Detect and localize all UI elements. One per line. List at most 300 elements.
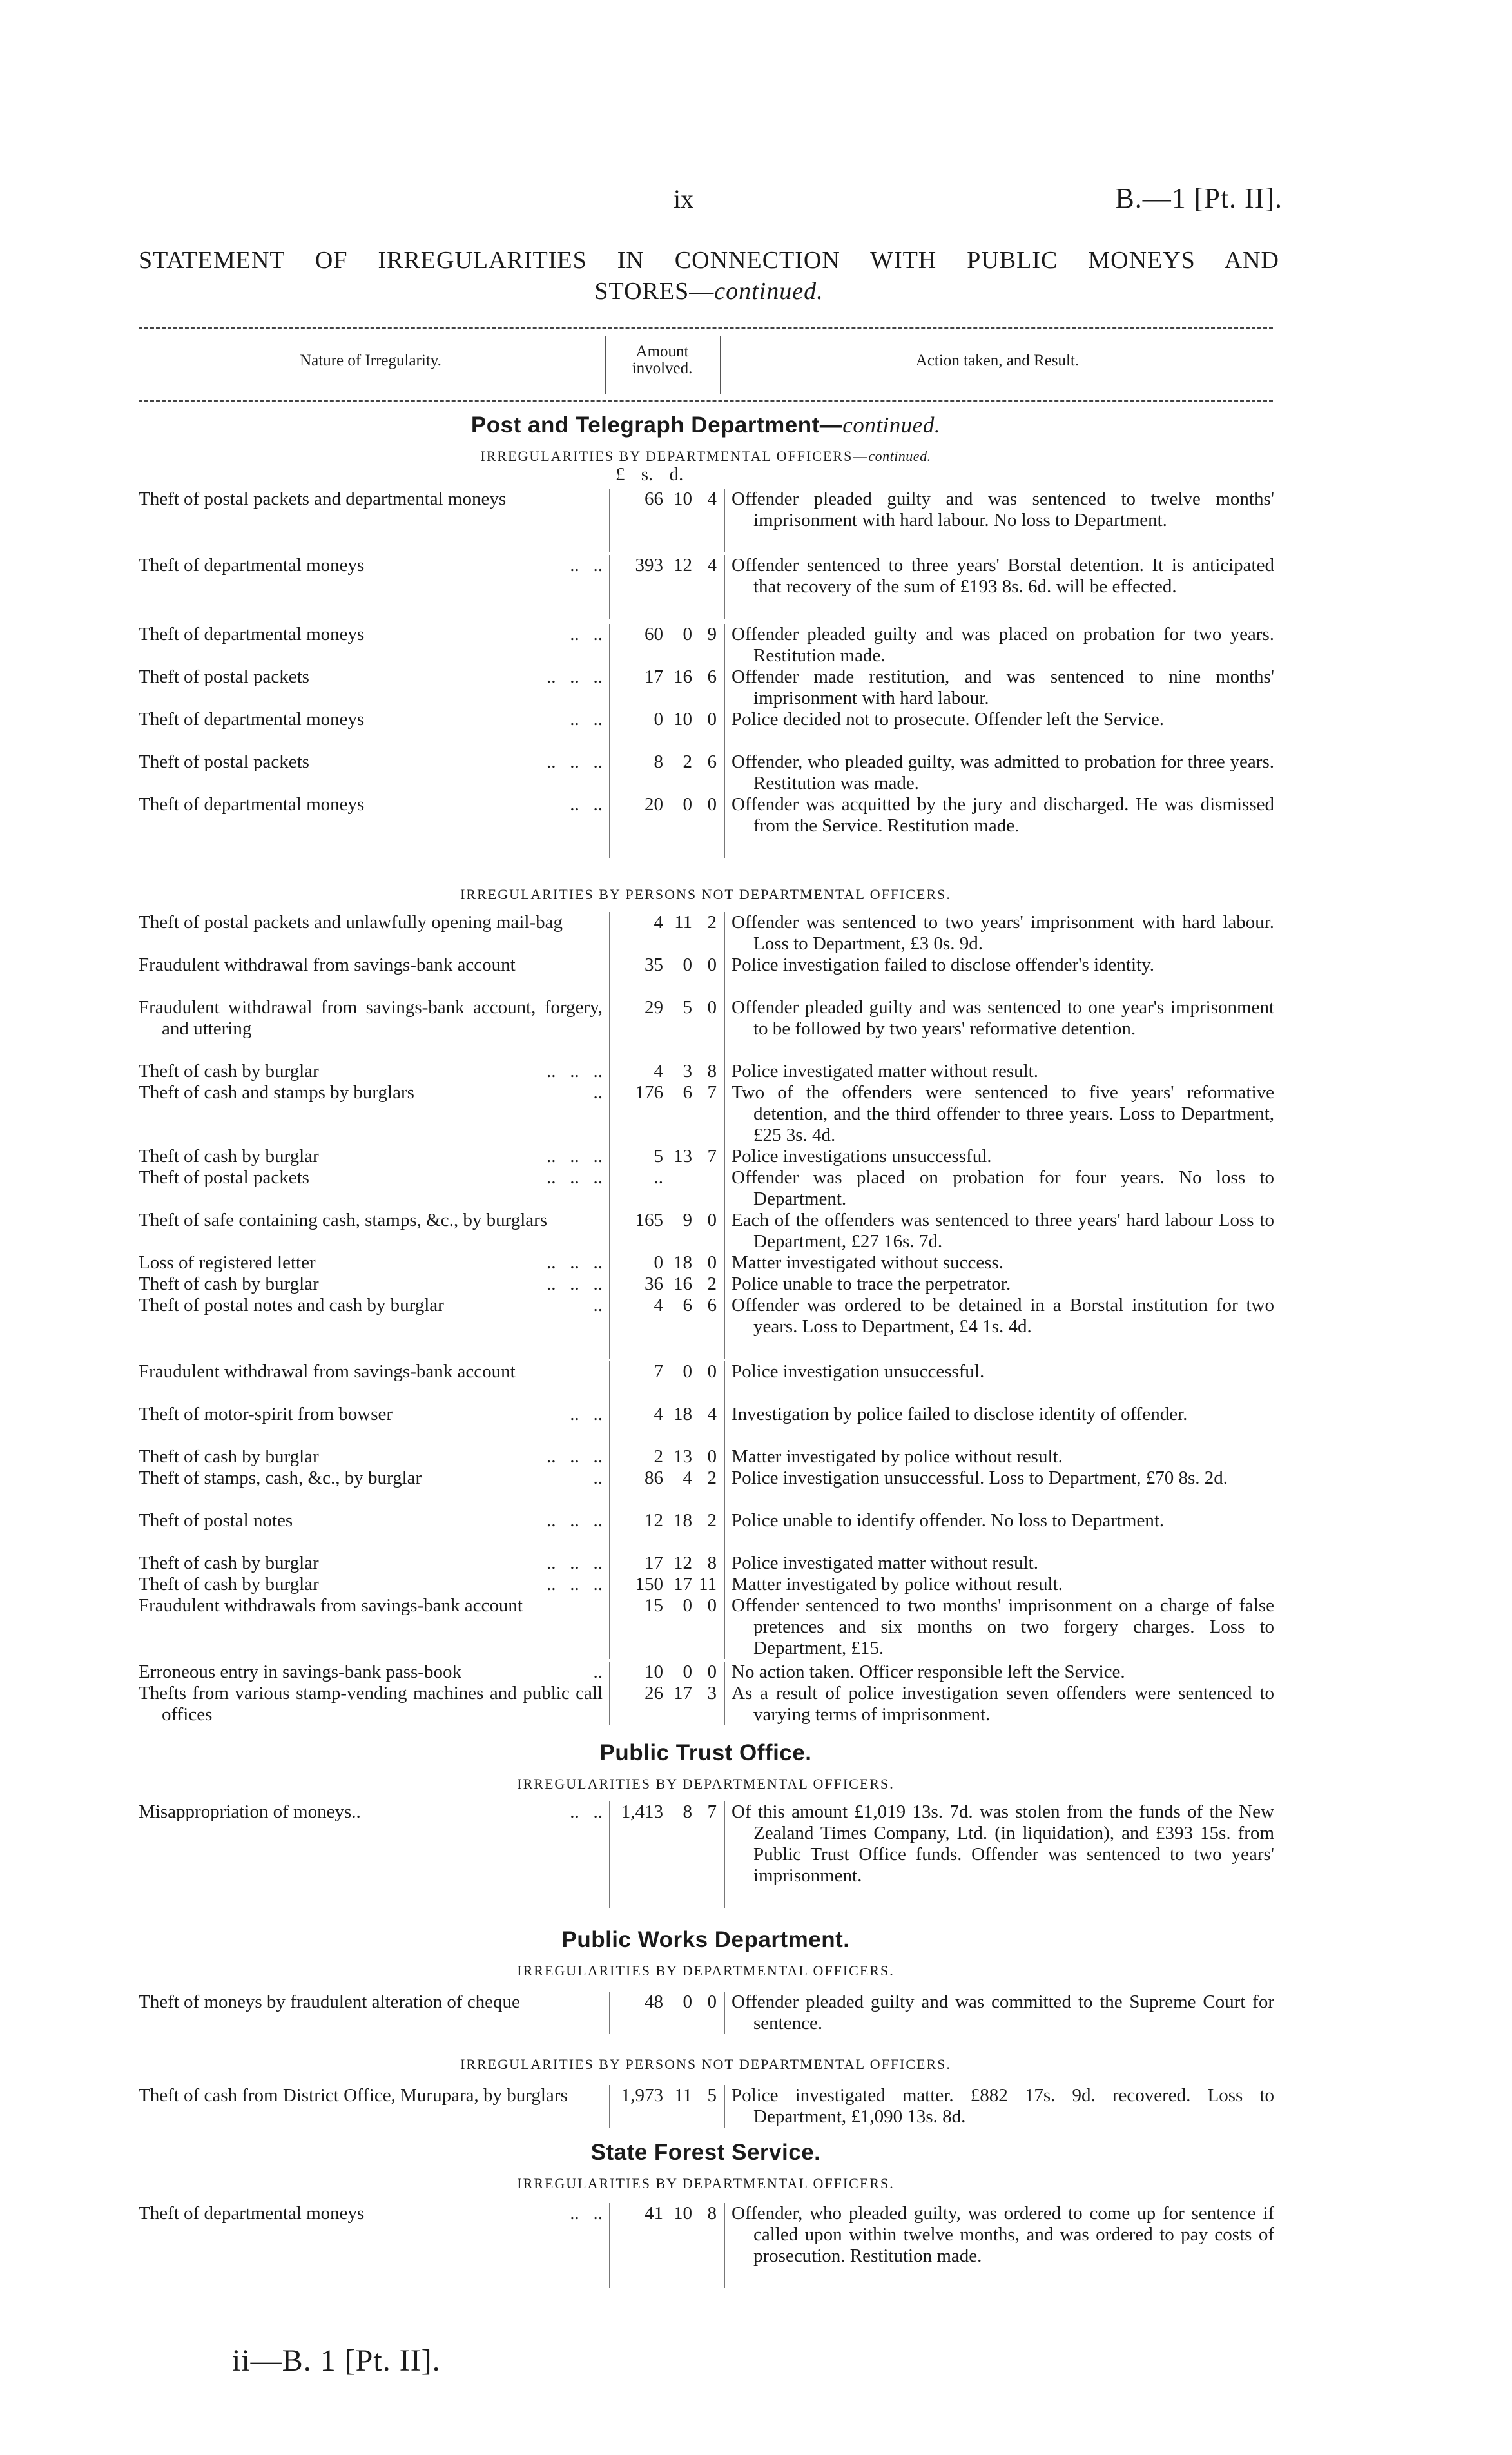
column-divider [720, 336, 721, 394]
amount-shillings: 16 [674, 1274, 692, 1294]
amount-involved [609, 1404, 717, 1446]
action-taken: Police investigations unsuccessful. [732, 1146, 992, 1167]
irregularity-nature-text: Theft of departmental moneys [139, 555, 365, 576]
amount-shillings: 5 [683, 997, 692, 1018]
amount-involved [609, 1992, 717, 2034]
leader-dots: .. .. [570, 2203, 603, 2224]
irregularity-nature-text: Theft of cash by burglar [139, 1553, 319, 1573]
action-taken: Matter investigated by police without result. [732, 1574, 1063, 1595]
column-divider [724, 624, 725, 666]
amount-pounds: 165 [635, 1210, 663, 1230]
amount-pence: 7 [707, 1082, 717, 1103]
amount-involved [609, 1361, 717, 1404]
action-taken: Offender was placed on probation for four years. No loss to Department. [732, 1167, 1274, 1209]
irregularity-nature [139, 1082, 603, 1146]
amount-shillings: 10 [674, 2203, 692, 2224]
amount-pence: 11 [699, 1574, 717, 1595]
column-header-action: Action taken, and Result. [915, 352, 1080, 369]
subsection-forest-departmental: IRREGULARITIES BY DEPARTMENTAL OFFICERS. [517, 2175, 895, 2191]
amount-pounds: 0 [654, 709, 663, 730]
table-row [139, 1252, 1274, 1274]
amount-involved [609, 2085, 717, 2128]
subsection-trust-departmental: IRREGULARITIES BY DEPARTMENTAL OFFICERS. [517, 1776, 895, 1792]
amount-pence: 4 [707, 555, 717, 576]
column-divider [724, 1683, 725, 1725]
leader-dots: .. [593, 1468, 603, 1488]
table-row [139, 1404, 1274, 1446]
action-taken: Each of the offenders was sentenced to three years' hard labour Loss to Department, £27 16s. 7d. [732, 1210, 1274, 1252]
amount-shillings: 11 [674, 2085, 692, 2106]
action-taken: Offender sentenced to two months' imprisonment on a charge of false pretences and six months on two forgery charges. Loss to Department, £15. [732, 1595, 1274, 1658]
title-line-2-italic: continued. [714, 278, 824, 305]
leader-dots: .. .. [570, 709, 603, 730]
irregularity-nature-text: Fraudulent withdrawal from savings-bank account [139, 1361, 516, 1382]
amount-pounds: 48 [645, 1992, 663, 2012]
amount-pence: 0 [707, 1992, 717, 2012]
column-header-nature: Nature of Irregularity. [300, 352, 441, 369]
amount-pounds: 150 [635, 1574, 663, 1595]
action-taken: Police unable to trace the perpetrator. [732, 1274, 1011, 1294]
table-row [139, 1361, 1274, 1404]
section-title-trust: Public Trust Office. [599, 1740, 812, 1765]
column-divider [724, 997, 725, 1061]
amount-shillings: 13 [674, 1446, 692, 1467]
irregularity-nature [139, 1683, 603, 1725]
amount-pence: 2 [707, 1274, 717, 1294]
action-taken: Police investigation unsuccessful. Loss to Department, £70 8s. 2d. [732, 1468, 1228, 1488]
amount-shillings: 16 [674, 666, 692, 687]
amount-pounds: 8 [654, 752, 663, 772]
irregularity-nature [139, 1274, 603, 1295]
irregularity-nature [139, 555, 603, 619]
amount-shillings: 0 [683, 1992, 692, 2012]
column-divider [724, 666, 725, 709]
amount-pounds: 29 [645, 997, 663, 1018]
amount-involved [609, 1662, 717, 1683]
irregularity-nature-text: Theft of departmental moneys [139, 794, 365, 815]
amount-shillings: 0 [683, 794, 692, 815]
table-row [139, 1683, 1274, 1725]
amount-shillings: 11 [674, 912, 692, 933]
amount-shillings: 6 [683, 1295, 692, 1315]
leader-dots: .. .. .. [547, 1574, 603, 1595]
irregularity-nature [139, 912, 603, 955]
irregularity-nature [139, 624, 603, 666]
amount-pounds: 5 [654, 1146, 663, 1167]
irregularity-nature-text: Theft of postal packets and departmental moneys [139, 489, 507, 509]
amount-pence: 5 [707, 2085, 717, 2106]
column-divider [724, 555, 725, 619]
amount-shillings: 9 [683, 1210, 692, 1230]
irregularity-nature [139, 1252, 603, 1274]
amount-pounds: 7 [654, 1361, 663, 1382]
amount-involved [609, 1595, 717, 1659]
irregularity-nature-text: Theft of stamps, cash, &c., by burglar [139, 1468, 422, 1488]
amount-pounds: 12 [645, 1510, 663, 1531]
irregularity-nature [139, 1404, 603, 1446]
amount-pence: 2 [707, 1510, 717, 1531]
irregularity-nature-text: Theft of cash by burglar [139, 1061, 319, 1082]
amount-shillings: 0 [683, 624, 692, 645]
irregularity-nature-text: Theft of moneys by fraudulent alteration of cheque [139, 1992, 520, 2012]
amount-involved [609, 997, 717, 1061]
irregularity-nature-text: Theft of postal packets [139, 666, 309, 687]
amount-involved [609, 1167, 717, 1210]
irregularity-nature-text: Theft of postal notes [139, 1510, 293, 1531]
amount-pounds: 2 [654, 1446, 663, 1467]
section-title-post-italic: continued. [842, 412, 941, 438]
column-divider [724, 1992, 725, 2034]
amount-pence: 7 [707, 1146, 717, 1167]
amount-pounds: 15 [645, 1595, 663, 1616]
table-row [139, 555, 1274, 619]
table-row [139, 1510, 1274, 1553]
irregularity-nature [139, 1801, 603, 1908]
amount-involved [609, 1574, 717, 1595]
amount-pence: 4 [707, 489, 717, 509]
column-divider [724, 1082, 725, 1146]
action-taken: Police investigation unsuccessful. [732, 1361, 985, 1382]
amount-shillings: 2 [683, 752, 692, 772]
irregularity-nature [139, 1595, 603, 1659]
irregularity-nature [139, 1167, 603, 1210]
table-row [139, 1210, 1274, 1252]
action-taken: Matter investigated without success. [732, 1252, 1004, 1273]
subsection-works-departmental: IRREGULARITIES BY DEPARTMENTAL OFFICERS. [517, 1963, 895, 1979]
irregularity-nature-text: Theft of departmental moneys [139, 2203, 365, 2224]
column-divider [724, 1468, 725, 1510]
amount-pence: 8 [707, 2203, 717, 2224]
irregularity-nature-text: Theft of postal packets [139, 1167, 309, 1188]
action-taken: Offender, who pleaded guilty, was admitted to probation for three years. Restitution was made. [732, 752, 1274, 793]
leader-dots: .. [593, 1082, 603, 1103]
amount-involved [609, 1468, 717, 1510]
leader-dots: .. .. .. [547, 1553, 603, 1573]
action-taken: Of this amount £1,019 13s. 7d. was stolen from the funds of the New Zealand Times Company, Ltd. (in liquidation), and £393 15s. from Public Trust Office funds. Offender was sentenced to two years' imprisonment. [732, 1801, 1274, 1886]
irregularity-nature [139, 1574, 603, 1595]
irregularity-nature-text: Theft of cash by burglar [139, 1574, 319, 1595]
action-taken: Matter investigated by police without result. [732, 1446, 1063, 1467]
leader-dots: .. [593, 1295, 603, 1315]
amount-involved [609, 1446, 717, 1468]
irregularity-nature [139, 2203, 603, 2288]
irregularity-nature-text: Theft of cash by burglar [139, 1146, 319, 1167]
amount-pence: 3 [707, 1683, 717, 1703]
amount-involved [609, 1210, 717, 1252]
action-taken: Police decided not to prosecute. Offender left the Service. [732, 709, 1165, 730]
amount-involved [609, 1683, 717, 1725]
irregularity-nature [139, 1553, 603, 1574]
amount-involved [609, 912, 717, 955]
section-title-post-main: Post and Telegraph Department— [470, 412, 843, 438]
amount-pence: 0 [707, 794, 717, 815]
amount-pence: 0 [707, 955, 717, 975]
leader-dots: .. .. [570, 1404, 603, 1424]
amount-pence: 6 [707, 1295, 717, 1315]
irregularity-nature-text: Theft of postal packets [139, 752, 309, 772]
column-divider [724, 1404, 725, 1446]
table-row [139, 709, 1274, 752]
amount-pence: 0 [707, 1662, 717, 1682]
amount-shillings: 17 [674, 1574, 692, 1595]
amount-shillings: 18 [674, 1510, 692, 1531]
table-row [139, 1553, 1274, 1574]
subsection-works-other: IRREGULARITIES BY PERSONS NOT DEPARTMENTAL OFFICERS. [460, 2056, 951, 2072]
action-taken: No action taken. Officer responsible left the Service. [732, 1662, 1125, 1682]
column-divider [724, 1146, 725, 1167]
amount-pounds: 60 [645, 624, 663, 645]
leader-dots: .. .. .. [547, 1061, 603, 1082]
amount-involved [609, 1801, 717, 1908]
amount-shillings: 17 [674, 1683, 692, 1703]
amount-pounds: 4 [654, 1404, 663, 1424]
table-row [139, 2085, 1274, 2128]
table-row [139, 752, 1274, 794]
amount-pence: 0 [707, 1361, 717, 1382]
table-row [139, 997, 1274, 1061]
column-divider [724, 1662, 725, 1683]
table-row [139, 1801, 1274, 1908]
column-divider [724, 1274, 725, 1295]
irregularity-nature-text: Misappropriation of moneys.. [139, 1801, 361, 1822]
column-divider [724, 1446, 725, 1468]
table-row [139, 1082, 1274, 1146]
amount-shillings: 10 [674, 489, 692, 509]
column-divider [724, 1295, 725, 1359]
table-row [139, 1992, 1274, 2034]
section-title-forest: State Forest Service. [590, 2140, 821, 2165]
amount-pounds: 36 [645, 1274, 663, 1294]
column-divider [724, 1595, 725, 1659]
irregularity-nature-text: Fraudulent withdrawals from savings-bank account [139, 1595, 523, 1616]
column-divider [724, 752, 725, 794]
irregularity-nature [139, 1662, 603, 1683]
amount-involved [609, 1510, 717, 1553]
document-reference: B.—1 [Pt. II]. [1115, 182, 1283, 214]
amount-pounds: 86 [645, 1468, 663, 1488]
amount-shillings: 4 [683, 1468, 692, 1488]
column-divider [724, 794, 725, 858]
leader-dots: .. .. .. [547, 1510, 603, 1531]
amount-shillings: 3 [683, 1061, 692, 1082]
action-taken: Offender was sentenced to two years' imprisonment with hard labour. Loss to Department, £3 0s. 9d. [732, 912, 1274, 954]
irregularity-nature [139, 1061, 603, 1082]
table-row [139, 1061, 1274, 1082]
action-taken: Offender pleaded guilty and was placed on probation for two years. Restitution made. [732, 624, 1274, 666]
irregularity-nature-text: Theft of departmental moneys [139, 624, 365, 645]
irregularity-nature-text: Theft of departmental moneys [139, 709, 365, 730]
action-taken: Police investigation failed to disclose offender's identity. [732, 955, 1154, 975]
column-divider [724, 1210, 725, 1252]
table-header [139, 327, 1273, 402]
irregularity-nature-text: Loss of registered letter [139, 1252, 316, 1273]
page-footer: ii—B. 1 [Pt. II]. [232, 2343, 441, 2378]
table-row [139, 1662, 1274, 1683]
leader-dots: .. .. .. [547, 666, 603, 687]
amount-pence: 2 [707, 1468, 717, 1488]
irregularity-nature-text: Theft of postal notes and cash by burglar [139, 1295, 444, 1315]
amount-pounds: 393 [635, 555, 663, 576]
amount-pounds: 66 [645, 489, 663, 509]
irregularity-nature [139, 997, 603, 1061]
amount-pence: 0 [707, 1446, 717, 1467]
table-row [139, 1595, 1274, 1659]
currency-header: £ s. d. [615, 464, 684, 485]
page-title [139, 245, 1279, 307]
leader-dots: .. .. .. [547, 1274, 603, 1294]
irregularity-nature-text: Theft of postal packets and unlawfully opening mail-bag [139, 912, 563, 933]
title-line-2-main: STORES— [594, 278, 715, 305]
amount-shillings: 13 [674, 1146, 692, 1167]
amount-pounds: 17 [645, 1553, 663, 1573]
amount-pence: 9 [707, 624, 717, 645]
irregularity-nature [139, 1295, 603, 1359]
amount-shillings: 12 [674, 555, 692, 576]
column-divider [724, 1801, 725, 1908]
irregularity-nature [139, 1361, 603, 1404]
column-divider [724, 709, 725, 752]
amount-involved [609, 955, 717, 997]
amount-involved [609, 489, 717, 552]
amount-shillings: 12 [674, 1553, 692, 1573]
irregularity-nature-text: Theft of cash and stamps by burglars [139, 1082, 414, 1103]
action-taken: As a result of police investigation seven offenders were sentenced to varying terms of imprisonment. [732, 1683, 1274, 1725]
table-row [139, 1146, 1274, 1167]
amount-pounds: 0 [654, 1252, 663, 1273]
column-divider [724, 1361, 725, 1404]
amount-shillings: 0 [683, 1595, 692, 1616]
amount-pence: 4 [707, 1404, 717, 1424]
column-divider [724, 1061, 725, 1082]
action-taken: Police investigated matter. £882 17s. 9d. recovered. Loss to Department, £1,090 13s. 8d. [732, 2085, 1274, 2127]
amount-shillings: 18 [674, 1252, 692, 1273]
amount-involved [609, 709, 717, 752]
amount-involved [609, 555, 717, 619]
amount-shillings: 18 [674, 1404, 692, 1424]
amount-pence: 2 [707, 912, 717, 933]
irregularity-nature [139, 709, 603, 752]
irregularity-nature [139, 2085, 603, 2128]
leader-dots: .. .. .. [547, 752, 603, 772]
leader-dots: .. .. .. [547, 1146, 603, 1167]
amount-shillings: 0 [683, 955, 692, 975]
section-title-post [139, 412, 1273, 438]
action-taken: Investigation by police failed to disclose identity of offender. [732, 1404, 1188, 1424]
action-taken: Offender was ordered to be detained in a Borstal institution for two years. Loss to Department, £4 1s. 4d. [732, 1295, 1274, 1337]
amount-pence: 0 [707, 1595, 717, 1616]
table-row [139, 489, 1274, 552]
leader-dots: .. .. .. [547, 1252, 603, 1273]
action-taken: Offender pleaded guilty and was committed to the Supreme Court for sentence. [732, 1992, 1274, 2033]
amount-involved [609, 1082, 717, 1146]
table-row [139, 1167, 1274, 1210]
leader-dots: .. .. [570, 624, 603, 645]
irregularity-nature [139, 1210, 603, 1252]
amount-pounds: 20 [645, 794, 663, 815]
column-divider [724, 1553, 725, 1574]
amount-pounds: 176 [635, 1082, 663, 1103]
irregularity-nature-text: Fraudulent withdrawal from savings-bank account [139, 955, 516, 975]
subsection-post-departmental-main: IRREGULARITIES BY DEPARTMENTAL OFFICERS— [480, 448, 869, 464]
action-taken: Police investigated matter without result. [732, 1061, 1038, 1082]
amount-shillings: 8 [683, 1801, 692, 1822]
irregularity-nature-text: Theft of cash by burglar [139, 1446, 319, 1467]
column-divider [724, 1510, 725, 1553]
column-divider [724, 1574, 725, 1595]
amount-involved [609, 1252, 717, 1274]
amount-shillings [663, 1167, 692, 1210]
amount-pence: 0 [707, 709, 717, 730]
amount-involved [609, 1274, 717, 1295]
table-row [139, 666, 1274, 709]
table-row [139, 1295, 1274, 1359]
leader-dots: .. .. .. [547, 1446, 603, 1467]
amount-involved [609, 794, 717, 858]
title-line-2 [139, 276, 1279, 307]
amount-involved [609, 624, 717, 666]
amount-pence: 8 [707, 1061, 717, 1082]
action-taken: Offender, who pleaded guilty, was ordered to come up for sentence if called upon within twelve months, and was ordered to pay costs of prosecution. Restitution made. [732, 2203, 1274, 2266]
action-taken: Offender pleaded guilty and was sentenced to one year's imprisonment to be followed by two years' reformative detention. [732, 997, 1274, 1039]
amount-shillings: 10 [674, 709, 692, 730]
amount-pence: 6 [707, 666, 717, 687]
amount-pounds: 35 [645, 955, 663, 975]
table-row [139, 1574, 1274, 1595]
amount-pounds: 26 [645, 1683, 663, 1703]
amount-involved [609, 1146, 717, 1167]
irregularity-nature [139, 489, 603, 552]
column-divider [724, 912, 725, 955]
action-taken: Two of the offenders were sentenced to five years' reformative detention, and the third offender to three years. Loss to Department, £25 3s. 4d. [732, 1082, 1274, 1145]
table-row [139, 912, 1274, 955]
subsection-post-departmental-italic: continued. [868, 448, 931, 464]
column-divider [724, 489, 725, 552]
table-row [139, 624, 1274, 666]
amount-pence: 8 [707, 1553, 717, 1573]
amount-pence: 0 [707, 1252, 717, 1273]
amount-pounds: 41 [645, 2203, 663, 2224]
irregularity-nature [139, 1446, 603, 1468]
amount-pounds: 1,973 [621, 2085, 663, 2106]
irregularity-nature-text: Theft of motor-spirit from bowser [139, 1404, 393, 1424]
irregularity-nature [139, 1510, 603, 1553]
amount-pence [692, 1167, 717, 1210]
amount-involved [609, 1061, 717, 1082]
table-row [139, 1274, 1274, 1295]
column-divider [724, 2203, 725, 2288]
irregularity-nature [139, 752, 603, 794]
irregularity-nature-text: Theft of safe containing cash, stamps, &c., by burglars [139, 1210, 548, 1230]
leader-dots: .. .. [570, 1801, 603, 1822]
amount-pence: 0 [707, 997, 717, 1018]
irregularity-nature [139, 1992, 603, 2034]
leader-dots: .. [593, 1662, 603, 1682]
amount-involved [609, 1295, 717, 1359]
amount-pounds: 1,413 [621, 1801, 663, 1822]
amount-pounds: 4 [654, 1061, 663, 1082]
amount-involved [609, 1553, 717, 1574]
irregularity-nature-text: Erroneous entry in savings-bank pass-book [139, 1662, 461, 1682]
amount-pounds: 10 [645, 1662, 663, 1682]
irregularity-nature [139, 955, 603, 997]
irregularity-nature-text: Theft of cash by burglar [139, 1274, 319, 1294]
action-taken: Offender was acquitted by the jury and discharged. He was dismissed from the Service. Restitution made. [732, 794, 1274, 836]
leader-dots: .. .. [570, 794, 603, 815]
table-row [139, 2203, 1274, 2288]
column-divider [724, 1252, 725, 1274]
leader-dots: .. .. [570, 555, 603, 576]
amount-pence: 6 [707, 752, 717, 772]
